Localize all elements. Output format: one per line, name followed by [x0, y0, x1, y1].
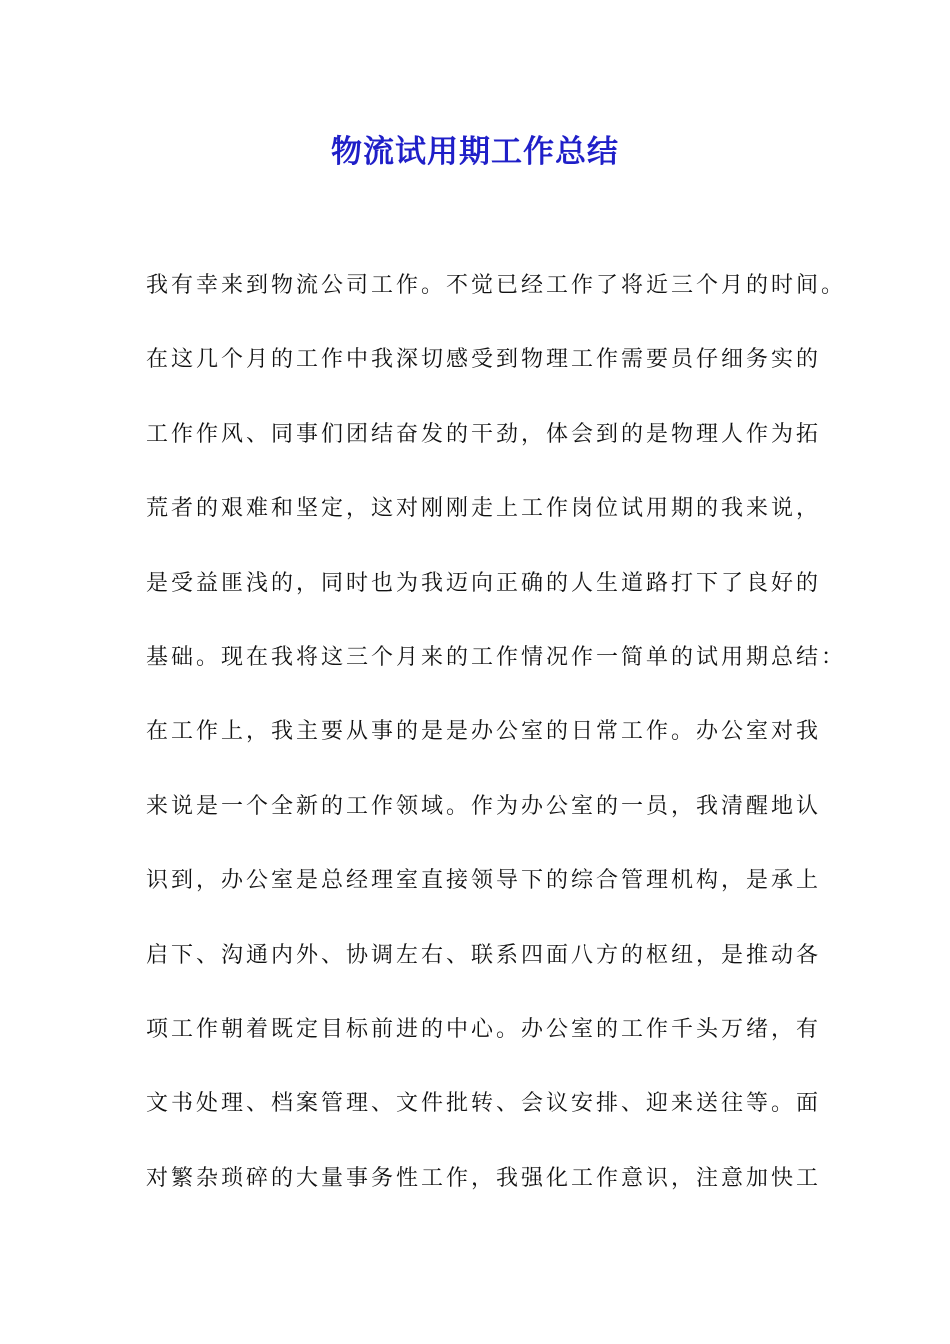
body-line: 在工作上，我主要从事的是是办公室的日常工作。办公室对我 [146, 719, 822, 745]
body-line: 基础。现在我将这三个月来的工作情况作一简单的试用期总结： [146, 644, 847, 670]
body-line: 工作作风、同事们团结奋发的干劲，体会到的是物理人作为拓 [146, 421, 822, 447]
body-line: 是受益匪浅的，同时也为我迈向正确的人生道路打下了良好的 [146, 570, 822, 596]
document-title: 物流试用期工作总结 [331, 134, 619, 170]
body-line: 启下、沟通内外、协调左右、联系四面八方的枢纽，是推动各 [146, 942, 822, 968]
body-line: 我有幸来到物流公司工作。不觉已经工作了将近三个月的时间。 [146, 273, 847, 298]
body-line: 对繁杂琐碎的大量事务性工作，我强化工作意识，注意加快工 [146, 1165, 822, 1191]
body-line: 来说是一个全新的工作领域。作为办公室的一员，我清醒地认 [146, 793, 822, 819]
document-body [146, 256, 847, 1223]
body-line: 文书处理、档案管理、文件批转、会议安排、迎来送往等。面 [146, 1091, 822, 1117]
body-line: 荒者的艰难和坚定，这对刚刚走上工作岗位试用期的我来说， [146, 496, 822, 522]
body-line: 识到，办公室是总经理室直接领导下的综合管理机构，是承上 [146, 868, 822, 894]
body-line: 项工作朝着既定目标前进的中心。办公室的工作千头万绪，有 [146, 1016, 822, 1042]
body-line: 在这几个月的工作中我深切感受到物理工作需要员仔细务实的 [146, 347, 822, 373]
